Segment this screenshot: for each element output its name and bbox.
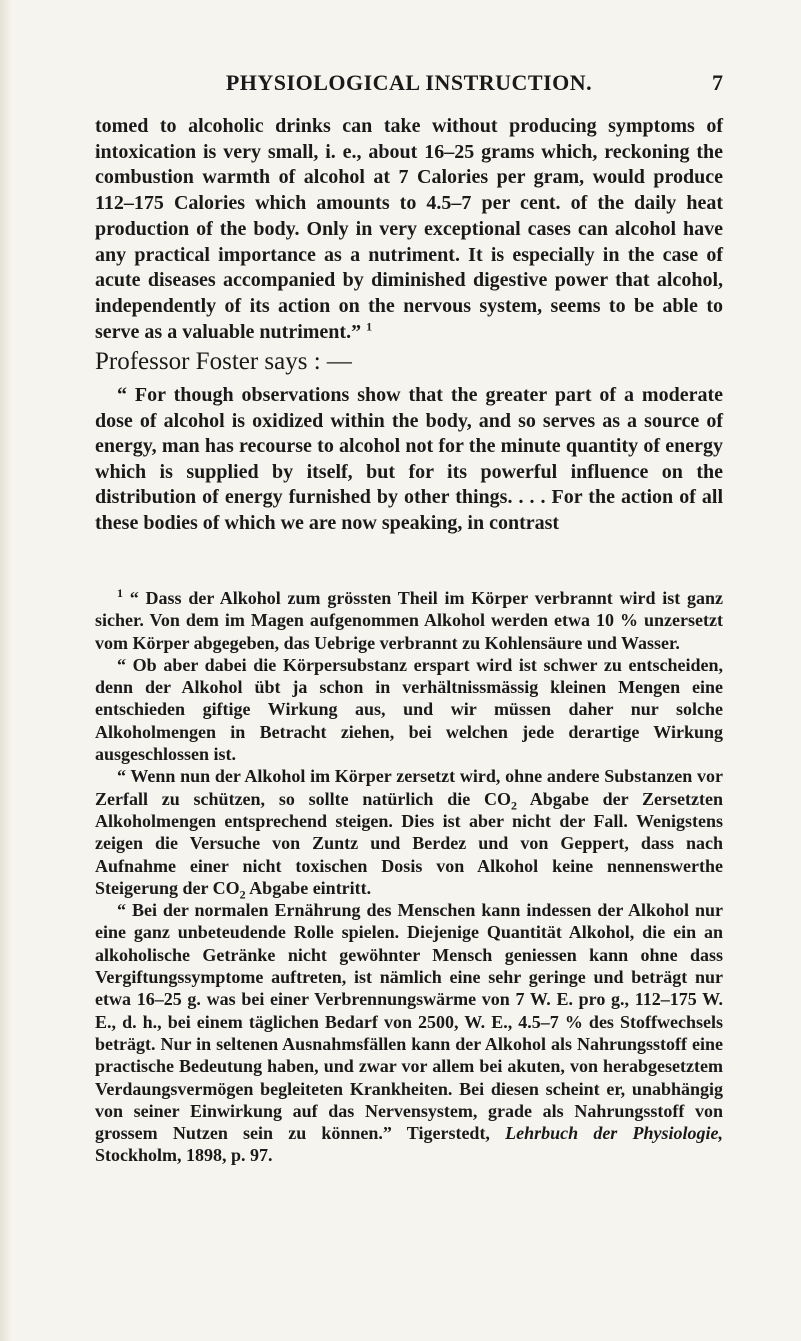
citation-title: Lehrbuch der Physiologie, — [505, 1123, 723, 1144]
footnote-reference[interactable]: 1 — [366, 318, 373, 333]
subscript: 2 — [239, 887, 246, 902]
footnote-text: “ Wenn nun der Alkohol im Körper zersetzt wird, ohne andere Substanzen vor Zerfall zu schützen, so sollte natürlich die CO — [95, 766, 723, 809]
footnote-text: Abgabe eintritt. — [245, 877, 372, 898]
footnote-marker: 1 — [117, 586, 123, 600]
footnote-paragraph-3 — [95, 765, 723, 902]
body-paragraph — [95, 114, 723, 345]
page-header — [95, 70, 723, 100]
footnote-paragraph-1 — [95, 587, 723, 654]
footnote-text: Abgabe der Zersetzten Alkoholmengen entsprechend steigen. Dies ist aber nicht der Fall. Wenigstens zeigen die Versuche von Zuntz und Berdez und von Geppert, dass nach Aufnahme einer nicht toxischen Dosis von Alkohol keine nennenswerthe Steigerung der CO — [95, 788, 723, 898]
page-number: 7 — [712, 70, 723, 95]
running-head: PHYSIOLOGICAL INSTRUCTION. — [225, 70, 593, 95]
subscript: 2 — [511, 798, 517, 813]
paragraph-text: tomed to alcoholic drinks can take without producing symptoms of intoxication is very small, i. e., about 16–25 grams which, reckoning the combustion warmth of alcohol at 7 Calories per gram, would produce 112–175 Calories which amounts to 4.5–7 per cent. of the daily heat production of the body. Only in very exceptional cases can alcohol have any practical importance as a nutriment. It is especially in the case of acute diseases accompanied by diminished digestive power that alcohol, independently of its action on the nervous system, seems to be able to serve as a valuable nutriment.” — [95, 115, 723, 343]
page-binding-shadow — [0, 0, 12, 1341]
quote-text: “ For though observations show that the greater part of a moderate dose of alcohol is oxidized within the body, and so serves as a source of energy, man has recourse to alcohol not for the minute quantity of energy which is supplied by itself, but for its powerful influence on the distribution of energy furnished by other things. . . . For the action of all these bodies of which we are now speaking, in contrast — [95, 384, 723, 534]
section-subhead: Professor Foster says : — — [95, 348, 352, 375]
footnote-paragraph-4 — [95, 899, 723, 1167]
footnote-text: “ Dass der Alkohol zum grössten Theil im Körper verbrannt wird ist ganz sicher. Von dem im Magen aufgenommen Alkohol werden etwa 10 % unzersetzt vom Körper abgegeben, das Uebrige verbrannt zu Kohlensäure und Wasser. — [95, 588, 724, 653]
footnote-text: “ Bei der normalen Ernährung des Menschen kann indessen der Alkohol nur eine ganz unbeteudende Rolle spielen. Diejenige Quantität Alkohol, die ein an alkoholische Getränke nicht gewöhnter Mensch geniessen kann ohne dass Vergiftungssymptome auftreten, ist nämlich eine sehr geringe und beträgt nur etwa 16–25 g. was bei einer Verbrennungswärme von 7 W. E. pro g., 112–175 W. E., d. h., bei einem täglichen Bedarf von 2500, W. E., 4.5–7 % des Stoffwechsels beträgt. Nur in seltenen Ausnahmsfällen kann der Alkohol als Nahrungsstoff eine practische Bedeutung haben, und zwar vor allem bei akuten, von herabgesetztem Verdaungsvermögen begleiteten Krankheiten. Bei diesen scheint er, unabhängig von seiner Einwirkung auf das Nervensystem, grade als Nahrungsstoff von grossem Nutzen sein zu können.” Tigerstedt, — [95, 900, 723, 1144]
footnote-paragraph-2: “ Ob aber dabei die Körpersubstanz erspart wird ist schwer zu entscheiden, denn der Alkohol übt ja schon in verhältnissmässig kleinen Mengen eine entschieden giftige Wirkung aus, und wir müssen daher nur solche Alkoholmengen in Betracht ziehen, bei welchen jede derartige Wirkung ausgeschlossen ist. — [95, 654, 723, 765]
citation-details: Stockholm, 1898, p. 97. — [95, 1145, 273, 1166]
foster-quote — [95, 383, 723, 536]
footnote-block — [95, 587, 723, 1167]
